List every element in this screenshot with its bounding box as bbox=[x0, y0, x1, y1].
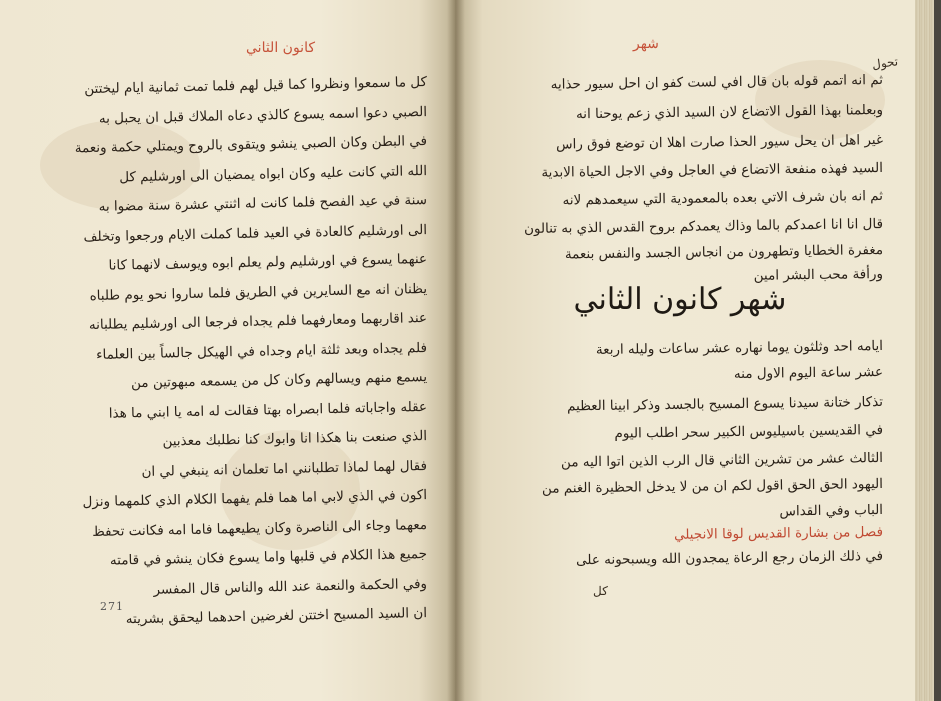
manuscript-line: فقال لهما لماذا تطلبانني اما تعلمان انه ينبغي لي ان bbox=[141, 457, 428, 480]
manuscript-line: في القديسين باسيليوس الكبير سحر اطلب اليوم bbox=[614, 422, 884, 442]
scan-border bbox=[934, 0, 941, 701]
manuscript-line: يظنان انه مع السايرين في الطريق فلما ساروا نحو يوم طلباه bbox=[89, 280, 428, 304]
page-header: كانون الثاني bbox=[246, 40, 316, 56]
manuscript-line: الله التي كانت عليه وكان ابواه يمضيان الى اورشليم كل bbox=[119, 162, 428, 185]
book-gutter bbox=[447, 0, 465, 701]
manuscript-line: في ذلك الزمان رجع الرعاة يمجدون الله ويسبحونه على bbox=[575, 548, 884, 569]
manuscript-line: عند اقاربهما ومعارفهما فلم يجداه فرجعا الى اورشليم يطلبانه bbox=[88, 310, 428, 334]
manuscript-line: عقله واجاباته فلما ابصراه بهتا فقالت له امه يا ابني ما هذا bbox=[108, 398, 428, 422]
left-page bbox=[0, 0, 455, 701]
rubric-line: فصل من بشارة القديس لوقا الانجيلي bbox=[673, 524, 884, 543]
manuscript-line: قال انا انا اعمدكم بالما وذاك يعمدكم بروح القدس الذي به تنالون bbox=[523, 216, 884, 238]
manuscript-line: الى اورشليم كالعادة في العيد فلما كملت الايام ورجعوا وتخلف bbox=[83, 221, 428, 245]
manuscript-line: الباب وفي القداس bbox=[779, 502, 884, 520]
page-number: 271 bbox=[100, 600, 124, 613]
manuscript-line: مغفرة الخطايا وتطهرون من انجاس الجسد والنفس بنعمة bbox=[564, 242, 884, 263]
manuscript-line: سنة في عيد الفصح فلما كانت له اثنتي عشرة سنة مضوا به bbox=[98, 192, 428, 215]
manuscript-line: تذكار ختانة سيدنا يسوع المسيح بالجسد وذكر ابينا العظيم bbox=[566, 394, 884, 415]
manuscript-line: اليهود الحق الحق اقول لكم ان من لا يدخل الحظيرة الغنم من bbox=[541, 476, 884, 497]
manuscript-line: السيد فهذه منفعة الاتضاع في العاجل وفي الاجل الحياة الابدية bbox=[541, 160, 884, 181]
manuscript-line: ان السيد المسيح اختتن لغرضين احدهما ليحقق بشريته bbox=[125, 605, 428, 628]
manuscript-line: معهما وجاء الى الناصرة وكان يطيعهما فاما امه فكانت تحفظ bbox=[92, 516, 428, 540]
manuscript-line: غير اهل ان يحل سيور الحذا صارت اهلا ان توضع فوق راس bbox=[555, 132, 884, 153]
manuscript-line: في البطن وكان الصبي ينشو ويتقوى بالروح ويمتلي حكمة ونعمة bbox=[74, 133, 428, 157]
manuscript-line: ايامه احد وثلثون يوما نهاره عشر ساعات وليله اربعة bbox=[595, 338, 884, 359]
manuscript-line: عشر ساعة اليوم الاول منه bbox=[733, 364, 884, 383]
manuscript-line: الثالث عشر من تشرين الثاني قال الرب الذين اتوا اليه من bbox=[560, 450, 884, 471]
month-title: شهر كانون الثاني bbox=[573, 282, 787, 317]
manuscript-line: وفي الحكمة والنعمة عند الله والناس قال المفسر bbox=[153, 575, 428, 598]
manuscript-line: ثم انه اتمم قوله بان قال افي لست كفو ان احل سيور حذايه bbox=[550, 72, 884, 93]
right-page bbox=[455, 0, 915, 701]
page-header: شهر bbox=[633, 36, 659, 52]
manuscript-line: كل ما سمعوا ونظروا كما قيل لهم فلما تمت ثمانية ايام ليختتن bbox=[84, 74, 428, 98]
manuscript-line: وبعلمنا بهذا القول الاتضاع لان السيد الذي زعم يوحنا انه bbox=[575, 102, 884, 123]
manuscript-line: الصبي دعوا اسمه يسوع كالذي دعاه الملاك قبل ان يحبل به bbox=[98, 103, 428, 127]
manuscript-line: عنهما يسوع في اورشليم ولم يعلم ابوه ويوسف لانهما كانا bbox=[108, 251, 428, 274]
manuscript-line: ورأفة محب البشر امين bbox=[753, 266, 884, 284]
manuscript-line: جميع هذا الكلام في قلبها واما يسوع فكان ينشو في قامته bbox=[109, 546, 428, 569]
footer-catchword: كل bbox=[593, 584, 608, 598]
margin-note: تحول bbox=[871, 54, 899, 72]
manuscript-line: ثم انه بان شرف الاتي بعده بالمعمودية التي سيعمدهم لانه bbox=[562, 188, 884, 209]
manuscript-line: اكون في الذي لابي اما هما فلم يفهما الكلام الذي كلمهما ونزل bbox=[82, 487, 428, 511]
manuscript-line: الذي صنعت بنا هكذا انا وابوك كنا نطلبك معذبين bbox=[162, 428, 428, 450]
manuscript-line: فلم يجداه وبعد ثلثة ايام وجداه في الهيكل جالساً بين العلماء bbox=[96, 339, 428, 363]
manuscript-line: يسمع منهم ويسالهم وكان كل من يسمعه مبهوتين من bbox=[130, 369, 428, 392]
